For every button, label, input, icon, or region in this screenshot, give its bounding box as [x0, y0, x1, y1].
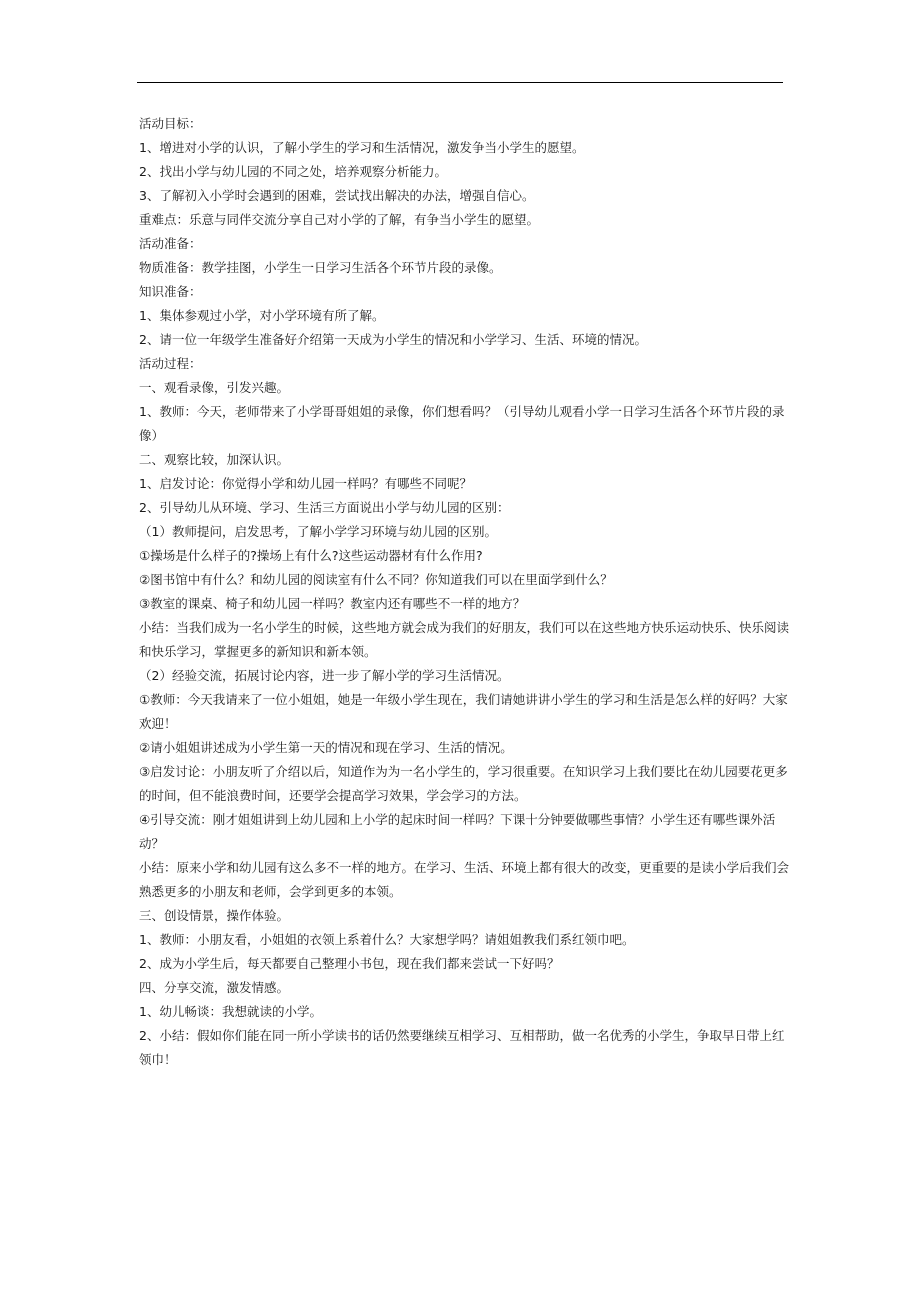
paragraph-line: （2）经验交流，拓展讨论内容，进一步了解小学的学习生活情况。: [139, 668, 510, 683]
paragraph-line: 小结：原来小学和幼儿园有这么多不一样的地方。在学习、生活、环境上都有很大的改变，更重要的是读小学后我们会: [139, 860, 790, 875]
paragraph-line: 熟悉更多的小朋友和老师，会学到更多的本领。: [139, 884, 402, 899]
paragraph-line: 小结：当我们成为一名小学生的时候，这些地方就会成为我们的好朋友，我们可以在这些地方快乐运动快乐、快乐阅读: [139, 620, 790, 635]
key-points: 重难点：乐意与同伴交流分享自己对小学的了解，有争当小学生的愿望。: [139, 212, 540, 227]
knowledge-preparation-heading: 知识准备：: [139, 284, 202, 299]
paragraph-line: ④引导交流：刚才姐姐讲到上幼儿园和上小学的起床时间一样吗？下课十分钟要做哪些事情？小学生还有哪些课外活: [139, 812, 776, 827]
paragraph-line: 的时间，但不能浪费时间，还要学会提高学习效果，学会学习的方法。: [139, 788, 527, 803]
process-step-heading: 一、观看录像，引发兴趣。: [139, 380, 290, 395]
material-preparation: 物质准备：教学挂图，小学生一日学习生活各个环节片段的录像。: [139, 260, 502, 275]
paragraph-line: 2、小结：假如你们能在同一所小学读书的话仍然要继续互相学习、互相帮助，做一名优秀的小学生，争取早日带上红: [139, 1028, 785, 1043]
preparation-item: 2、请一位一年级学生准备好介绍第一天成为小学生的情况和小学学习、生活、环境的情况。: [139, 332, 647, 347]
preparation-item: 1、集体参观过小学，对小学环境有所了解。: [139, 308, 385, 323]
question-item: ①操场是什么样子的?操场上有什么?这些运动器材有什么作用?: [139, 548, 483, 563]
section-heading-preparation: 活动准备：: [139, 236, 202, 251]
section-heading-goals: 活动目标：: [139, 116, 202, 131]
paragraph-line: 2、成为小学生后，每天都要自己整理小书包，现在我们都来尝试一下好吗？: [139, 956, 560, 971]
paragraph-line: 2、引导幼儿从环境、学习、生活三方面说出小学与幼儿园的区别：: [139, 500, 510, 515]
paragraph-line: 像）: [139, 428, 165, 443]
goal-item: 1、增进对小学的认识，了解小学生的学习和生活情况，激发争当小学生的愿望。: [139, 140, 585, 155]
paragraph-line: 1、教师：今天，老师带来了小学哥哥姐姐的录像，你们想看吗？（引导幼儿观看小学一日学习生活各个环节片段的录: [139, 404, 785, 419]
paragraph-line: 领巾！: [139, 1052, 177, 1067]
paragraph-line: （1）教师提问，启发思考，了解小学学习环境与幼儿园的区别。: [139, 524, 497, 539]
question-item: ③教室的课桌、椅子和幼儿园一样吗？教室内还有哪些不一样的地方？: [139, 596, 526, 611]
paragraph-line: 和快乐学习，掌握更多的新知识和新本领。: [139, 644, 377, 659]
paragraph-line: ③启发讨论：小朋友听了介绍以后，知道作为为一名小学生的，学习很重要。在知识学习上我们要比在幼儿园要花更多: [139, 764, 788, 779]
question-item: ②图书馆中有什么？和幼儿园的阅读室有什么不同？你知道我们可以在里面学到什么？: [139, 572, 613, 587]
paragraph-line: 欢迎！: [139, 716, 177, 731]
paragraph-line: 1、教师：小朋友看，小姐姐的衣领上系着什么？大家想学吗？请姐姐教我们系红领巾吧。: [139, 932, 635, 947]
process-step-heading: 四、分享交流，激发情感。: [139, 980, 290, 995]
goal-item: 2、找出小学与幼儿园的不同之处，培养观察分析能力。: [139, 164, 447, 179]
paragraph-line: ①教师：今天我请来了一位小姐姐，她是一年级小学生现在，我们请她讲讲小学生的学习和生活是怎么样的好吗？大家: [139, 692, 788, 707]
document-body: [139, 112, 790, 1072]
goal-item: 3、了解初入小学时会遇到的困难，尝试找出解决的办法，增强自信心。: [139, 188, 535, 203]
section-heading-process: 活动过程：: [139, 356, 202, 371]
paragraph-line: 1、启发讨论：你觉得小学和幼儿园一样吗？有哪些不同呢？: [139, 476, 472, 491]
process-step-heading: 二、观察比较，加深认识。: [139, 452, 290, 467]
header-rule: [137, 82, 783, 83]
paragraph-line: 1、幼儿畅谈：我想就读的小学。: [139, 1004, 322, 1019]
process-step-heading: 三、创设情景，操作体验。: [139, 908, 290, 923]
paragraph-line: 动？: [139, 836, 165, 851]
paragraph-line: ②请小姐姐讲述成为小学生第一天的情况和现在学习、生活的情况。: [139, 740, 513, 755]
